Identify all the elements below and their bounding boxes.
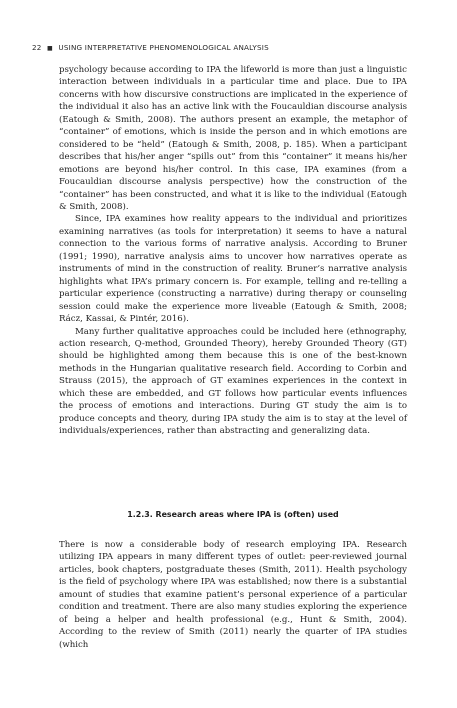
separator-square: ■ [47,45,53,52]
running-head [32,43,269,52]
paragraph-foucauldian: psychology because according to IPA the lifeworld is more than just a linguistic interaction between individuals in a particular time and place. Due to IPA concerns with how discursive constructions are implicated in the experience of the individual it also has an active link with the Foucauldian discourse analysis (Eatough & Smith, 2008). The authors present an example, the metaphor of “container” of emotions, which is inside the person and in which emotions are considered to be “held” (Eatough & Smith, 2008, p. 185). When a participant describes that his/her anger “spills out” from this “container” it means his/her emotions are beyond his/her control. In this case, IPA examines (from a Foucauldian discourse analysis perspective) how the construction of the “container” has been constructed, and what it is like to the individual (Eatough & Smith, 2008). [59,65,407,212]
running-title: USING INTERPRETATIVE PHENOMENOLOGICAL ANALYSIS [58,43,269,52]
section-body [59,539,407,651]
section-heading: 1.2.3. Research areas where IPA is (often) used [127,510,339,519]
paragraph-narrative-analysis: Since, IPA examines how reality appears to the individual and prioritizes examining narratives (as tools for interpretation) it seems to have a natural connection to the various forms of narrative analysis. According to Bruner (1991; 1990), narrative analysis aims to uncover how narratives operate as instruments of mind in the construction of reality. Bruner’s narrative analysis highlights what IPA’s primary concern is. For example, telling and re-telling a particular experience (constructing a narrative) during therapy or counseling session could make the experience more liveable (Eatough & Smith, 2008; Rácz, Kassai, & Pintér, 2016). [59,214,407,325]
paragraph-research-areas: There is now a considerable body of research employing IPA. Research utilizing IPA appears in many different types of outlet: peer-reviewed journal articles, book chapters, postgraduate theses (Smith, 2011). Health psychology is the field of psychology where IPA was established; now there is a substantial amount of studies that examine patient’s personal experience of a particular condition and treatment. There are also many studies exploring the experience of being a helper and health professional (e.g., Hunt & Smith, 2004). According to the review of Smith (2011) nearly the quarter of IPA studies (which [59,540,407,650]
body-text [59,64,407,438]
page-number: 22 [32,43,42,52]
paragraph-grounded-theory: Many further qualitative approaches could be included here (ethnography, action research, Q-method, Grounded Theory), hereby Grounded Theory (GT) should be highlighted among them because this is one of the best-known methods in the Hungarian qualitative research field. According to Corbin and Strauss (2015), the approach of GT examines experiences in the context in which these are embedded, and GT follows how particular events influences the process of emotions and interactions. During GT study the aim is to produce concepts and theory, during IPA study the aim is to stay at the level of individuals/experiences, rather than abstracting and generalizing data. [59,326,407,437]
